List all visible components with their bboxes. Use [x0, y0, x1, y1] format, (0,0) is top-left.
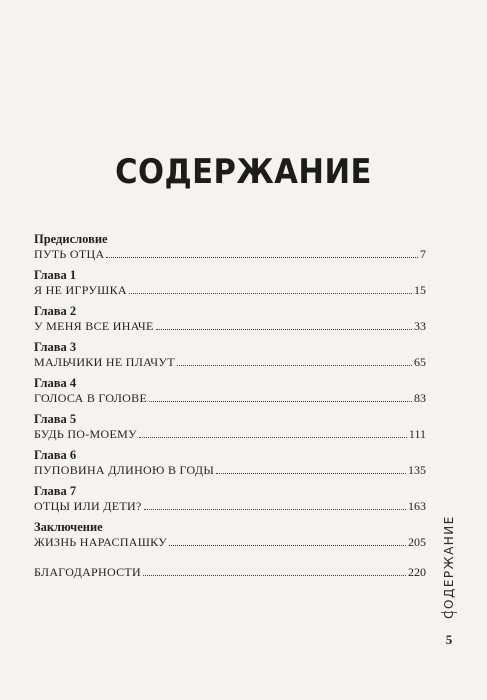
- toc-row[interactable]: [34, 246, 426, 262]
- chapter-label: Предисловие: [34, 232, 108, 246]
- dot-leader: [129, 293, 412, 294]
- chapter-title: У МЕНЯ ВСЕ ИНАЧЕ: [34, 319, 154, 333]
- page-ref: 111: [408, 427, 426, 441]
- page-ref: 220: [408, 565, 426, 579]
- chapter-title: ЖИЗНЬ НАРАСПАШКУ: [34, 535, 168, 549]
- running-head-rule: [441, 612, 457, 613]
- running-head: [440, 508, 458, 626]
- chapter-title: ПУПОВИНА ДЛИНОЮ В ГОДЫ: [34, 463, 215, 477]
- toc-entry-acknowledgements: [34, 564, 426, 580]
- page-number: 5: [445, 632, 453, 647]
- toc-row[interactable]: [34, 564, 426, 580]
- dot-leader: [143, 575, 406, 576]
- page-ref: 7: [420, 247, 426, 261]
- chapter-title: ГОЛОСА В ГОЛОВЕ: [34, 391, 148, 405]
- dot-leader: [216, 473, 406, 474]
- chapter-label: Глава 5: [34, 412, 77, 426]
- toc-row[interactable]: [34, 318, 426, 334]
- dot-leader: [156, 329, 412, 330]
- toc-row[interactable]: [34, 498, 426, 514]
- toc-entry-conclusion: [34, 520, 426, 550]
- page-title: СОДЕРЖАНИЕ: [115, 152, 372, 192]
- dot-leader: [144, 509, 406, 510]
- chapter-title: БЛАГОДАРНОСТИ: [34, 565, 142, 579]
- chapter-title: МАЛЬЧИКИ НЕ ПЛАЧУТ: [34, 355, 175, 369]
- page-ref: 33: [414, 319, 426, 333]
- dot-leader: [139, 437, 407, 438]
- chapter-label: Глава 2: [34, 304, 77, 318]
- page-ref: 163: [408, 499, 426, 513]
- toc-row[interactable]: [34, 354, 426, 370]
- toc-entry-chapter-2: [34, 304, 426, 334]
- toc-row[interactable]: [34, 390, 426, 406]
- toc-entry-chapter-5: [34, 412, 426, 442]
- chapter-title: БУДЬ ПО-МОЕМУ: [34, 427, 137, 441]
- dot-leader: [169, 545, 406, 546]
- toc-entry-chapter-1: [34, 268, 426, 298]
- page-ref: 83: [414, 391, 426, 405]
- dot-leader: [149, 401, 412, 402]
- chapter-label: Заключение: [34, 520, 103, 534]
- dot-leader: [177, 365, 412, 366]
- table-of-contents: [34, 232, 426, 580]
- chapter-label: Глава 7: [34, 484, 77, 498]
- chapter-label: Глава 1: [34, 268, 77, 282]
- chapter-label: Глава 6: [34, 448, 77, 462]
- chapter-title: ПУТЬ ОТЦА: [34, 247, 105, 261]
- toc-row[interactable]: [34, 282, 426, 298]
- running-head-text: СОДЕРЖАНИЕ: [442, 515, 457, 619]
- page-ref: 65: [414, 355, 426, 369]
- chapter-title: ОТЦЫ ИЛИ ДЕТИ?: [34, 499, 142, 513]
- chapter-label: Глава 4: [34, 376, 77, 390]
- toc-row[interactable]: [34, 534, 426, 550]
- toc-row[interactable]: [34, 462, 426, 478]
- toc-entry-chapter-6: [34, 448, 426, 478]
- page-ref: 15: [414, 283, 426, 297]
- toc-entry-preface: [34, 232, 426, 262]
- chapter-label: Глава 3: [34, 340, 77, 354]
- toc-entry-chapter-4: [34, 376, 426, 406]
- toc-entry-chapter-7: [34, 484, 426, 514]
- toc-row[interactable]: [34, 426, 426, 442]
- dot-leader: [106, 257, 418, 258]
- page-ref: 205: [408, 535, 426, 549]
- page-ref: 135: [408, 463, 426, 477]
- toc-entry-chapter-3: [34, 340, 426, 370]
- chapter-title: Я НЕ ИГРУШКА: [34, 283, 127, 297]
